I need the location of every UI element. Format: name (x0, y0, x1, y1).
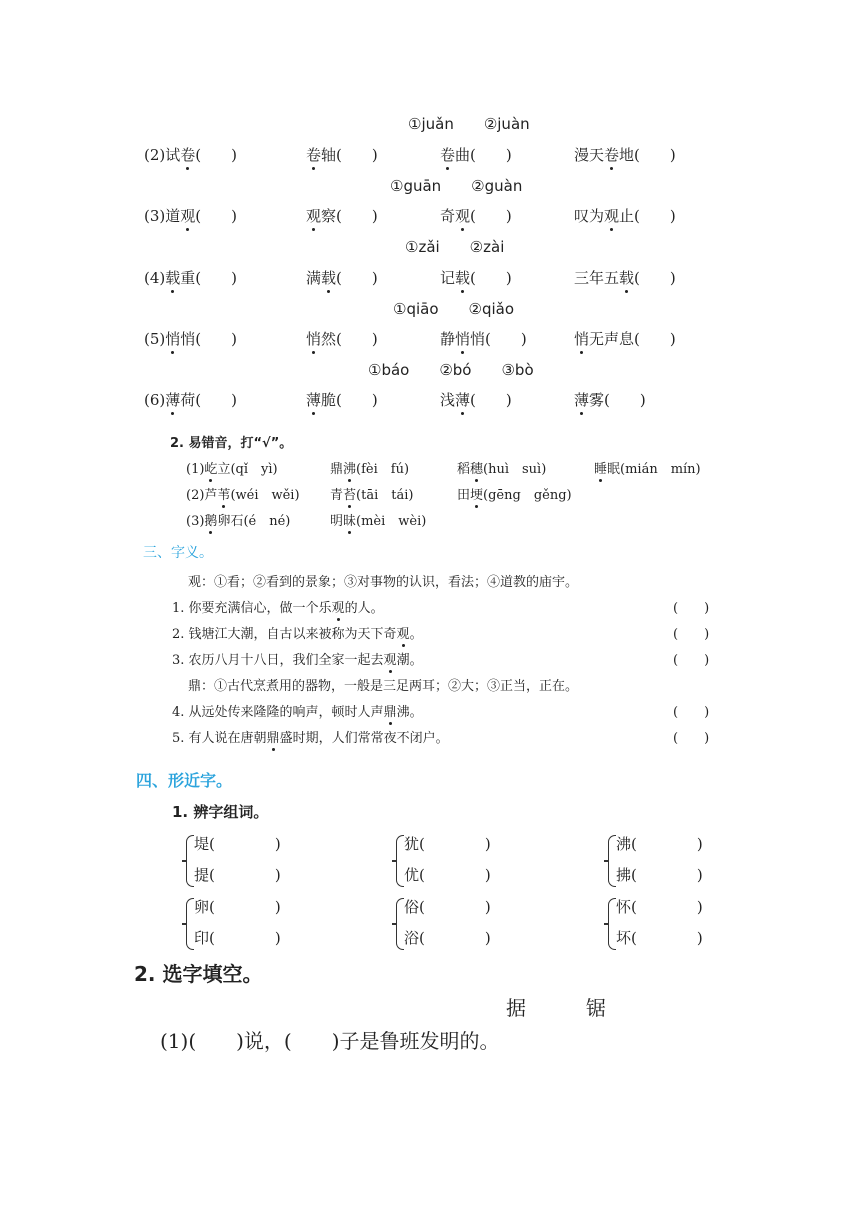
dotted-char: 屹 (204, 458, 217, 477)
dotted-char: 观 (180, 207, 196, 225)
dotted-char: 穗 (470, 458, 483, 477)
polyphone-word (440, 328, 527, 349)
text-pre: 满 (306, 269, 322, 287)
text-post: 盛时期，人们常常夜不闭户。 (279, 731, 449, 746)
text-post: 重( ) (180, 269, 237, 287)
polyphone-word (306, 389, 378, 410)
dotted-char: 卷 (180, 146, 196, 164)
char-word-blank[interactable]: 拂( ) (616, 866, 703, 884)
text-pre: 鼎 (330, 462, 344, 477)
dotted-char: 昧 (343, 510, 356, 529)
text-pre: 浅 (440, 391, 456, 409)
polyphone-word (440, 144, 512, 165)
polyphone-word (144, 389, 237, 410)
sub1-title: 1. 辨字组词。 (172, 803, 269, 821)
text-post: 察( ) (321, 207, 378, 225)
polyphone-word (440, 267, 512, 288)
text-post: 轴( ) (321, 146, 378, 164)
polyphone-word (574, 267, 676, 288)
text-pre: 3. 农历八月十八日，我们全家一起去 (172, 653, 384, 668)
choice-sentence: (1)( )说，( )子是鲁班发明的。 (160, 1029, 500, 1053)
error-item (330, 458, 409, 477)
text-post: 的人。 (344, 601, 384, 616)
meaning-item (172, 701, 423, 720)
meaning-item (172, 623, 423, 642)
pinyin-options-2: ①guān ②guàn (390, 177, 523, 195)
text-post: (wéi wěi) (230, 488, 300, 503)
dotted-char: 苔 (343, 484, 356, 503)
text-post: 卵石(é né) (217, 514, 291, 529)
char-word-blank[interactable]: 沸( ) (616, 835, 703, 853)
pinyin-options-4: ①qiāo ②qiǎo (393, 300, 515, 318)
brace-icon (186, 898, 194, 950)
polyphone-word (306, 144, 378, 165)
meaning-item (172, 649, 423, 668)
dotted-char: 观 (604, 207, 620, 225)
meaning-item (172, 727, 449, 746)
polyphone-word (144, 267, 237, 288)
error-item (330, 484, 413, 503)
answer-paren[interactable]: ( ) (673, 731, 710, 746)
text-post: 地( ) (619, 146, 676, 164)
dotted-char: 观 (332, 597, 345, 616)
text-pre: (1) (186, 462, 205, 477)
text-post: (tāi tái) (356, 488, 414, 503)
dotted-char: 薄 (574, 391, 590, 409)
dotted-char: 鼎 (384, 701, 397, 720)
answer-paren[interactable]: ( ) (673, 653, 710, 668)
polyphone-word (306, 267, 378, 288)
polyphone-word (144, 205, 237, 226)
section3-title: 三、字义。 (143, 545, 213, 561)
dotted-char: 薄 (455, 391, 471, 409)
dotted-char: 载 (165, 269, 181, 287)
text-post: 。 (409, 627, 423, 642)
guan-definition: 观：①看；②看到的景象；③对事物的认识，看法；④道教的庙宇。 (188, 575, 579, 590)
dotted-char: 埂 (470, 484, 483, 503)
text-post: 脆( ) (321, 391, 378, 409)
text-pre: 明 (330, 514, 344, 529)
text-pre: 三年五 (574, 269, 620, 287)
text-post: ( ) (470, 269, 512, 287)
char-word-blank[interactable]: 提( ) (194, 866, 281, 884)
text-pre: 4. 从远处传来隆隆的响声，顿时人声 (172, 705, 384, 720)
text-post: 止( ) (619, 207, 676, 225)
dotted-char: 鼎 (267, 727, 280, 746)
text-pre: 5. 有人说在唐朝 (172, 731, 267, 746)
char-word-blank[interactable]: 优( ) (404, 866, 491, 884)
text-pre: 奇 (440, 207, 456, 225)
text-post: 悄( ) (180, 330, 237, 348)
char-word-blank[interactable]: 怀( ) (616, 898, 703, 916)
polyphone-word (440, 205, 512, 226)
dotted-char: 睡 (594, 458, 607, 477)
polyphone-word (574, 328, 676, 349)
text-pre: (5) (144, 330, 166, 348)
pinyin-options-3: ①zǎi ②zài (405, 238, 505, 256)
pinyin-options-5: ①báo ②bó ③bò (368, 361, 534, 379)
text-post: (mèi wèi) (356, 514, 427, 529)
polyphone-word (306, 328, 378, 349)
text-post: 曲( ) (455, 146, 512, 164)
text-pre: 静 (440, 330, 456, 348)
answer-paren[interactable]: ( ) (673, 705, 710, 720)
dotted-char: 鹅 (204, 510, 217, 529)
brace-icon (608, 898, 616, 950)
text-post: (gēng gěng) (483, 488, 572, 503)
dotted-char: 悄 (574, 330, 590, 348)
dotted-char: 苇 (217, 484, 230, 503)
text-post: (huì suì) (483, 462, 547, 477)
text-pre: (2)芦 (186, 488, 218, 503)
char-word-blank[interactable]: 坏( ) (616, 929, 703, 947)
text-post: 悄( ) (470, 330, 527, 348)
text-post: ( ) (634, 269, 676, 287)
dotted-char: 卷 (306, 146, 322, 164)
text-pre: 记 (440, 269, 456, 287)
text-pre: 1. 你要充满信心，做一个乐 (172, 601, 332, 616)
text-post: 眠(mián mín) (607, 462, 701, 477)
error-item (186, 484, 300, 503)
text-pre: 田 (457, 488, 471, 503)
meaning-item (172, 597, 384, 616)
dotted-char: 薄 (306, 391, 322, 409)
text-pre: (3)道 (144, 207, 181, 225)
brace-icon (608, 835, 616, 887)
error-item (186, 458, 278, 477)
text-pre: (3) (186, 514, 205, 529)
choice-chars: 据 锯 (506, 996, 606, 1020)
char-word-blank[interactable]: 俗( ) (404, 898, 491, 916)
dotted-char: 观 (306, 207, 322, 225)
polyphone-word (574, 144, 676, 165)
text-post: (fèi fú) (356, 462, 410, 477)
polyphone-word (574, 389, 646, 410)
error-item (186, 510, 290, 529)
dotted-char: 载 (321, 269, 337, 287)
sub2-title: 2. 选字填空。 (134, 962, 263, 986)
dotted-char: 观 (455, 207, 471, 225)
text-post: ( ) (195, 146, 237, 164)
char-word-blank[interactable]: 卵( ) (194, 898, 281, 916)
section4-title: 四、形近字。 (136, 771, 233, 790)
dotted-char: 观 (397, 623, 410, 642)
dotted-char: 载 (619, 269, 635, 287)
answer-paren[interactable]: ( ) (673, 627, 710, 642)
brace-icon (396, 835, 404, 887)
text-pre: 2. 钱塘江大潮，自古以来被称为天下奇 (172, 627, 397, 642)
answer-paren[interactable]: ( ) (673, 601, 710, 616)
text-pre: 漫天 (574, 146, 605, 164)
char-word-blank[interactable]: 犹( ) (404, 835, 491, 853)
dotted-char: 载 (455, 269, 471, 287)
dotted-char: 卷 (440, 146, 456, 164)
error-item (457, 484, 572, 503)
ding-definition: 鼎：①古代烹煮用的器物，一般是三足两耳；②大；③正当，正在。 (188, 679, 579, 694)
text-post: 雾( ) (589, 391, 646, 409)
polyphone-word (306, 205, 378, 226)
text-post: 无声息( ) (589, 330, 676, 348)
text-post: ( ) (470, 207, 512, 225)
error-title: 2. 易错音，打“√”。 (170, 436, 293, 451)
text-pre: 青 (330, 488, 344, 503)
text-post: 立(qǐ yì) (217, 462, 278, 477)
text-post: 潮。 (396, 653, 423, 668)
char-word-blank[interactable]: 印( ) (194, 929, 281, 947)
dotted-char: 卷 (604, 146, 620, 164)
char-word-blank[interactable]: 浴( ) (404, 929, 491, 947)
text-post: ( ) (470, 391, 512, 409)
error-item (594, 458, 701, 477)
dotted-char: 悄 (306, 330, 322, 348)
brace-icon (186, 835, 194, 887)
brace-icon (396, 898, 404, 950)
text-post: 然( ) (321, 330, 378, 348)
pinyin-options-1: ①juǎn ②juàn (408, 115, 530, 133)
text-pre: (2)试 (144, 146, 181, 164)
error-item (330, 510, 426, 529)
polyphone-word (144, 328, 237, 349)
polyphone-word (574, 205, 676, 226)
text-pre: 稻 (457, 462, 471, 477)
text-post: 荷( ) (180, 391, 237, 409)
char-word-blank[interactable]: 堤( ) (194, 835, 281, 853)
dotted-char: 悄 (165, 330, 181, 348)
polyphone-word (144, 144, 237, 165)
error-item (457, 458, 546, 477)
text-post: ( ) (336, 269, 378, 287)
text-pre: 叹为 (574, 207, 605, 225)
polyphone-word (440, 389, 512, 410)
dotted-char: 悄 (455, 330, 471, 348)
dotted-char: 薄 (165, 391, 181, 409)
text-post: 沸。 (396, 705, 423, 720)
dotted-char: 观 (384, 649, 397, 668)
text-post: ( ) (195, 207, 237, 225)
text-pre: (4) (144, 269, 166, 287)
dotted-char: 沸 (343, 458, 356, 477)
text-pre: (6) (144, 391, 166, 409)
